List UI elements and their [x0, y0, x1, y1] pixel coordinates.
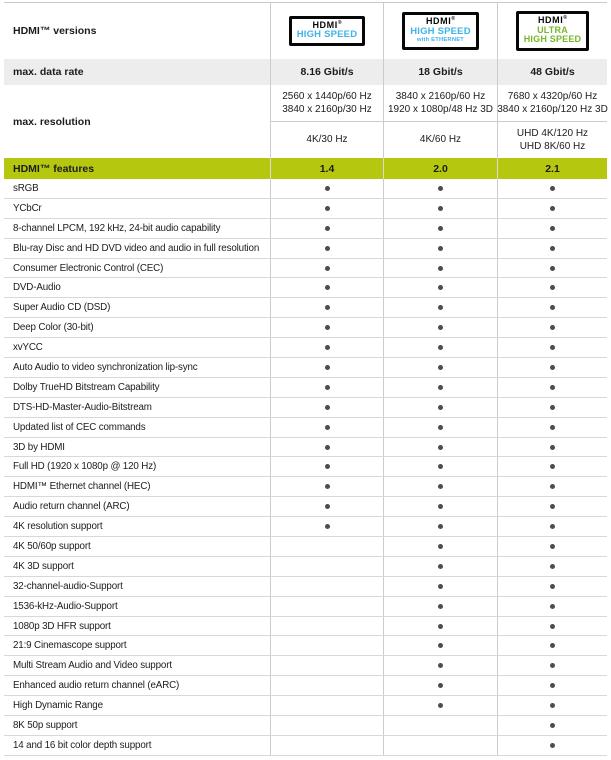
features-version-value: 1.4 — [270, 158, 383, 179]
support-dot — [438, 504, 443, 509]
resolution-primary-cell — [383, 85, 497, 122]
badge-speed-label: ULTRA — [537, 24, 568, 35]
feature-rows-container — [4, 179, 607, 756]
resolution-secondary-cell — [497, 122, 607, 158]
support-dot — [550, 285, 555, 290]
feature-support-cell — [497, 537, 607, 556]
support-dot — [550, 624, 555, 629]
feature-support-cell — [497, 179, 607, 198]
feature-support-cell — [383, 736, 497, 755]
feature-support-cell — [383, 338, 497, 357]
support-dot — [550, 445, 555, 450]
feature-support-cell — [270, 617, 383, 636]
support-dot — [550, 345, 555, 350]
versions-row-label: HDMI™ versions — [13, 25, 97, 37]
feature-label: YCbCr — [13, 202, 42, 214]
resolution-primary-cell — [270, 85, 383, 122]
feature-support-cell — [497, 517, 607, 536]
badge-speed-label: HIGH SPEED — [296, 29, 358, 41]
versions-row — [4, 3, 607, 59]
feature-label: Enhanced audio return channel (eARC) — [13, 680, 180, 692]
support-dot — [438, 524, 443, 529]
feature-support-cell — [270, 517, 383, 536]
hdmi-logo-text: HDMI® — [537, 14, 568, 25]
feature-row — [4, 358, 607, 378]
features-header-label: HDMI™ features — [13, 162, 95, 175]
feature-support-cell — [497, 199, 607, 218]
feature-support-cell — [270, 656, 383, 675]
feature-row — [4, 517, 607, 537]
feature-row — [4, 298, 607, 318]
resolution-value: 7680 x 4320p/60 Hz — [507, 90, 598, 102]
support-dot — [550, 743, 555, 748]
feature-support-cell — [383, 617, 497, 636]
support-dot — [550, 464, 555, 469]
feature-support-cell — [497, 239, 607, 258]
feature-support-cell — [383, 716, 497, 735]
feature-support-cell — [383, 438, 497, 457]
data-rate-value: 8.16 Gbit/s — [270, 59, 383, 85]
hdmi-logo-text: HDMI® — [425, 16, 456, 27]
support-dot — [325, 246, 330, 251]
feature-support-cell — [270, 318, 383, 337]
feature-support-cell — [497, 219, 607, 238]
resolution-value: 3840 x 2160p/60 Hz — [395, 90, 486, 102]
feature-support-cell — [383, 179, 497, 198]
features-header-row — [4, 158, 607, 179]
feature-label: sRGB — [13, 182, 39, 194]
feature-label: 1536-kHz-Audio-Support — [13, 600, 118, 612]
feature-support-cell — [270, 358, 383, 377]
feature-support-cell — [497, 617, 607, 636]
support-dot — [550, 504, 555, 509]
feature-row — [4, 378, 607, 398]
feature-support-cell — [497, 398, 607, 417]
support-dot — [438, 624, 443, 629]
feature-row — [4, 577, 607, 597]
feature-support-cell — [383, 298, 497, 317]
feature-label: DTS-HD-Master-Audio-Bitstream — [13, 401, 152, 413]
support-dot — [325, 325, 330, 330]
support-dot — [550, 365, 555, 370]
feature-support-cell — [497, 298, 607, 317]
support-dot — [550, 544, 555, 549]
support-dot — [550, 325, 555, 330]
features-version-value: 2.0 — [383, 158, 497, 179]
feature-support-cell — [497, 497, 607, 516]
support-dot — [325, 484, 330, 489]
feature-row — [4, 418, 607, 438]
feature-support-cell — [383, 517, 497, 536]
support-dot — [438, 206, 443, 211]
support-dot — [438, 266, 443, 271]
feature-row — [4, 736, 607, 756]
resolution-value: 3840 x 2160p/120 Hz 3D — [497, 104, 608, 115]
feature-support-cell — [270, 636, 383, 655]
feature-support-cell — [383, 239, 497, 258]
support-dot — [438, 663, 443, 668]
feature-support-cell — [383, 636, 497, 655]
feature-label: Blu-ray Disc and HD DVD video and audio in full resolution — [13, 242, 260, 254]
feature-support-cell — [383, 497, 497, 516]
feature-support-cell — [497, 418, 607, 437]
support-dot — [438, 683, 443, 688]
hdmi-high-speed-ethernet-badge — [402, 12, 479, 49]
feature-row — [4, 278, 607, 298]
feature-row — [4, 477, 607, 497]
feature-row — [4, 318, 607, 338]
support-dot — [550, 604, 555, 609]
support-dot — [550, 723, 555, 728]
feature-support-cell — [497, 676, 607, 695]
feature-label: High Dynamic Range — [13, 700, 103, 712]
support-dot — [438, 564, 443, 569]
feature-support-cell — [270, 676, 383, 695]
feature-label: Deep Color (30-bit) — [13, 322, 94, 334]
data-rate-row — [4, 59, 607, 85]
support-dot — [550, 584, 555, 589]
feature-row — [4, 219, 607, 239]
feature-support-cell — [497, 338, 607, 357]
support-dot — [438, 544, 443, 549]
feature-support-cell — [383, 676, 497, 695]
badge-cell-hdmi-2-1 — [497, 3, 607, 59]
feature-row — [4, 199, 607, 219]
feature-row — [4, 537, 607, 557]
support-dot — [550, 683, 555, 688]
support-dot — [550, 385, 555, 390]
support-dot — [438, 226, 443, 231]
support-dot — [550, 305, 555, 310]
support-dot — [325, 365, 330, 370]
feature-support-cell — [497, 278, 607, 297]
feature-support-cell — [497, 557, 607, 576]
feature-row — [4, 676, 607, 696]
resolution-value: 3840 x 2160p/30 Hz — [282, 104, 372, 115]
feature-row — [4, 239, 607, 259]
feature-support-cell — [497, 577, 607, 596]
feature-support-cell — [270, 239, 383, 258]
feature-label: Consumer Electronic Control (CEC) — [13, 262, 164, 274]
resolution-value: 2560 x 1440p/60 Hz — [282, 90, 372, 102]
feature-support-cell — [383, 597, 497, 616]
feature-support-cell — [383, 656, 497, 675]
feature-label: Audio return channel (ARC) — [13, 501, 130, 513]
feature-support-cell — [270, 438, 383, 457]
feature-support-cell — [383, 398, 497, 417]
feature-row — [4, 457, 607, 477]
feature-support-cell — [497, 636, 607, 655]
support-dot — [438, 305, 443, 310]
support-dot — [438, 703, 443, 708]
support-dot — [325, 524, 330, 529]
feature-support-cell — [383, 199, 497, 218]
feature-label: 14 and 16 bit color depth support — [13, 739, 152, 751]
feature-label: Super Audio CD (DSD) — [13, 302, 111, 314]
support-dot — [325, 405, 330, 410]
badge-speed-label: HIGH SPEED — [410, 26, 471, 38]
feature-support-cell — [383, 278, 497, 297]
feature-label: 4K 3D support — [13, 560, 74, 572]
resolution-value: 1920 x 1080p/48 Hz 3D — [387, 104, 494, 115]
support-dot — [438, 584, 443, 589]
support-dot — [438, 425, 443, 430]
feature-label: 4K resolution support — [13, 521, 103, 533]
feature-label: Full HD (1920 x 1080p @ 120 Hz) — [13, 461, 157, 473]
feature-support-cell — [270, 557, 383, 576]
feature-support-cell — [270, 378, 383, 397]
feature-row — [4, 259, 607, 279]
feature-label: 1080p 3D HFR support — [13, 620, 111, 632]
feature-support-cell — [270, 219, 383, 238]
feature-label: 8-channel LPCM, 192 kHz, 24-bit audio capability — [13, 222, 221, 234]
support-dot — [550, 266, 555, 271]
feature-label: Auto Audio to video synchronization lip-sync — [13, 361, 198, 373]
feature-support-cell — [383, 378, 497, 397]
feature-support-cell — [270, 597, 383, 616]
support-dot — [438, 325, 443, 330]
resolution-shorthand-value: 4K/60 Hz — [419, 134, 462, 146]
feature-support-cell — [383, 259, 497, 278]
support-dot — [550, 206, 555, 211]
feature-support-cell — [270, 477, 383, 496]
feature-row — [4, 438, 607, 458]
feature-support-cell — [383, 696, 497, 715]
support-dot — [438, 643, 443, 648]
feature-label: Dolby TrueHD Bitstream Capability — [13, 381, 160, 393]
support-dot — [550, 524, 555, 529]
feature-support-cell — [270, 736, 383, 755]
feature-support-cell — [270, 278, 383, 297]
badge-cell-hdmi-1-4 — [270, 3, 383, 59]
feature-row — [4, 696, 607, 716]
feature-support-cell — [497, 656, 607, 675]
support-dot — [325, 445, 330, 450]
feature-support-cell — [270, 716, 383, 735]
support-dot — [550, 484, 555, 489]
feature-support-cell — [383, 457, 497, 476]
support-dot — [325, 425, 330, 430]
feature-support-cell — [383, 418, 497, 437]
badge-speed-label: HIGH SPEED — [523, 34, 582, 45]
support-dot — [550, 226, 555, 231]
feature-support-cell — [383, 477, 497, 496]
comparison-table — [4, 2, 607, 756]
resolution-row — [4, 85, 607, 158]
resolution-secondary-cell — [383, 122, 497, 158]
support-dot — [438, 285, 443, 290]
support-dot — [550, 564, 555, 569]
feature-label: Updated list of CEC commands — [13, 421, 146, 433]
feature-support-cell — [270, 696, 383, 715]
feature-support-cell — [383, 358, 497, 377]
feature-label: 21:9 Cinemascope support — [13, 640, 127, 652]
feature-support-cell — [270, 497, 383, 516]
support-dot — [325, 226, 330, 231]
feature-row — [4, 398, 607, 418]
feature-support-cell — [270, 457, 383, 476]
data-rate-value: 18 Gbit/s — [383, 59, 497, 85]
support-dot — [438, 365, 443, 370]
feature-support-cell — [497, 358, 607, 377]
feature-row — [4, 656, 607, 676]
resolution-shorthand-value: UHD 4K/120 Hz — [516, 127, 589, 139]
support-dot — [438, 445, 443, 450]
feature-support-cell — [497, 477, 607, 496]
feature-support-cell — [270, 537, 383, 556]
support-dot — [438, 385, 443, 390]
hdmi-high-speed-badge — [289, 16, 366, 47]
support-dot — [438, 246, 443, 251]
support-dot — [325, 186, 330, 191]
feature-support-cell — [270, 418, 383, 437]
feature-support-cell — [497, 696, 607, 715]
support-dot — [325, 385, 330, 390]
support-dot — [325, 266, 330, 271]
feature-support-cell — [270, 398, 383, 417]
support-dot — [438, 604, 443, 609]
feature-support-cell — [497, 736, 607, 755]
badge-ethernet-label: with ETHERNET — [416, 37, 465, 44]
support-dot — [325, 305, 330, 310]
feature-row — [4, 497, 607, 517]
support-dot — [550, 405, 555, 410]
feature-row — [4, 716, 607, 736]
feature-label: Multi Stream Audio and Video support — [13, 660, 172, 672]
feature-row — [4, 636, 607, 656]
data-rate-value: 48 Gbit/s — [497, 59, 607, 85]
feature-support-cell — [497, 716, 607, 735]
resolution-primary-cell — [497, 85, 607, 122]
feature-support-cell — [497, 259, 607, 278]
feature-support-cell — [270, 338, 383, 357]
support-dot — [550, 186, 555, 191]
feature-label: 8K 50p support — [13, 719, 78, 731]
resolution-shorthand-value: 4K/30 Hz — [306, 134, 348, 146]
support-dot — [438, 405, 443, 410]
feature-support-cell — [270, 298, 383, 317]
feature-label: 32-channel-audio-Support — [13, 580, 123, 592]
support-dot — [550, 425, 555, 430]
resolution-secondary-cell — [270, 122, 383, 158]
support-dot — [550, 703, 555, 708]
feature-row — [4, 179, 607, 199]
feature-support-cell — [497, 597, 607, 616]
feature-row — [4, 338, 607, 358]
support-dot — [438, 345, 443, 350]
feature-label: HDMI™ Ethernet channel (HEC) — [13, 481, 151, 493]
feature-label: DVD-Audio — [13, 282, 61, 294]
support-dot — [550, 643, 555, 648]
support-dot — [550, 246, 555, 251]
feature-support-cell — [383, 318, 497, 337]
support-dot — [325, 464, 330, 469]
feature-support-cell — [270, 179, 383, 198]
feature-support-cell — [383, 219, 497, 238]
resolution-label: max. resolution — [13, 115, 91, 128]
feature-support-cell — [383, 537, 497, 556]
feature-support-cell — [497, 457, 607, 476]
support-dot — [325, 206, 330, 211]
feature-support-cell — [270, 259, 383, 278]
support-dot — [550, 663, 555, 668]
hdmi-ultra-high-speed-badge — [516, 11, 590, 51]
feature-support-cell — [497, 378, 607, 397]
feature-label: 4K 50/60p support — [13, 540, 91, 552]
data-rate-label: max. data rate — [13, 66, 84, 78]
feature-support-cell — [497, 438, 607, 457]
feature-label: xvYCC — [13, 342, 43, 354]
feature-support-cell — [383, 577, 497, 596]
support-dot — [438, 484, 443, 489]
feature-support-cell — [383, 557, 497, 576]
feature-support-cell — [497, 318, 607, 337]
hdmi-logo-text: HDMI® — [312, 19, 342, 30]
feature-support-cell — [270, 199, 383, 218]
support-dot — [325, 285, 330, 290]
feature-row — [4, 597, 607, 617]
feature-row — [4, 617, 607, 637]
feature-support-cell — [270, 577, 383, 596]
feature-row — [4, 557, 607, 577]
features-version-value: 2.1 — [497, 158, 607, 179]
feature-label: 3D by HDMI — [13, 441, 65, 453]
support-dot — [438, 186, 443, 191]
support-dot — [325, 504, 330, 509]
support-dot — [325, 345, 330, 350]
badge-cell-hdmi-2-0 — [383, 3, 497, 59]
support-dot — [438, 464, 443, 469]
resolution-shorthand-value: UHD 8K/60 Hz — [519, 141, 586, 152]
